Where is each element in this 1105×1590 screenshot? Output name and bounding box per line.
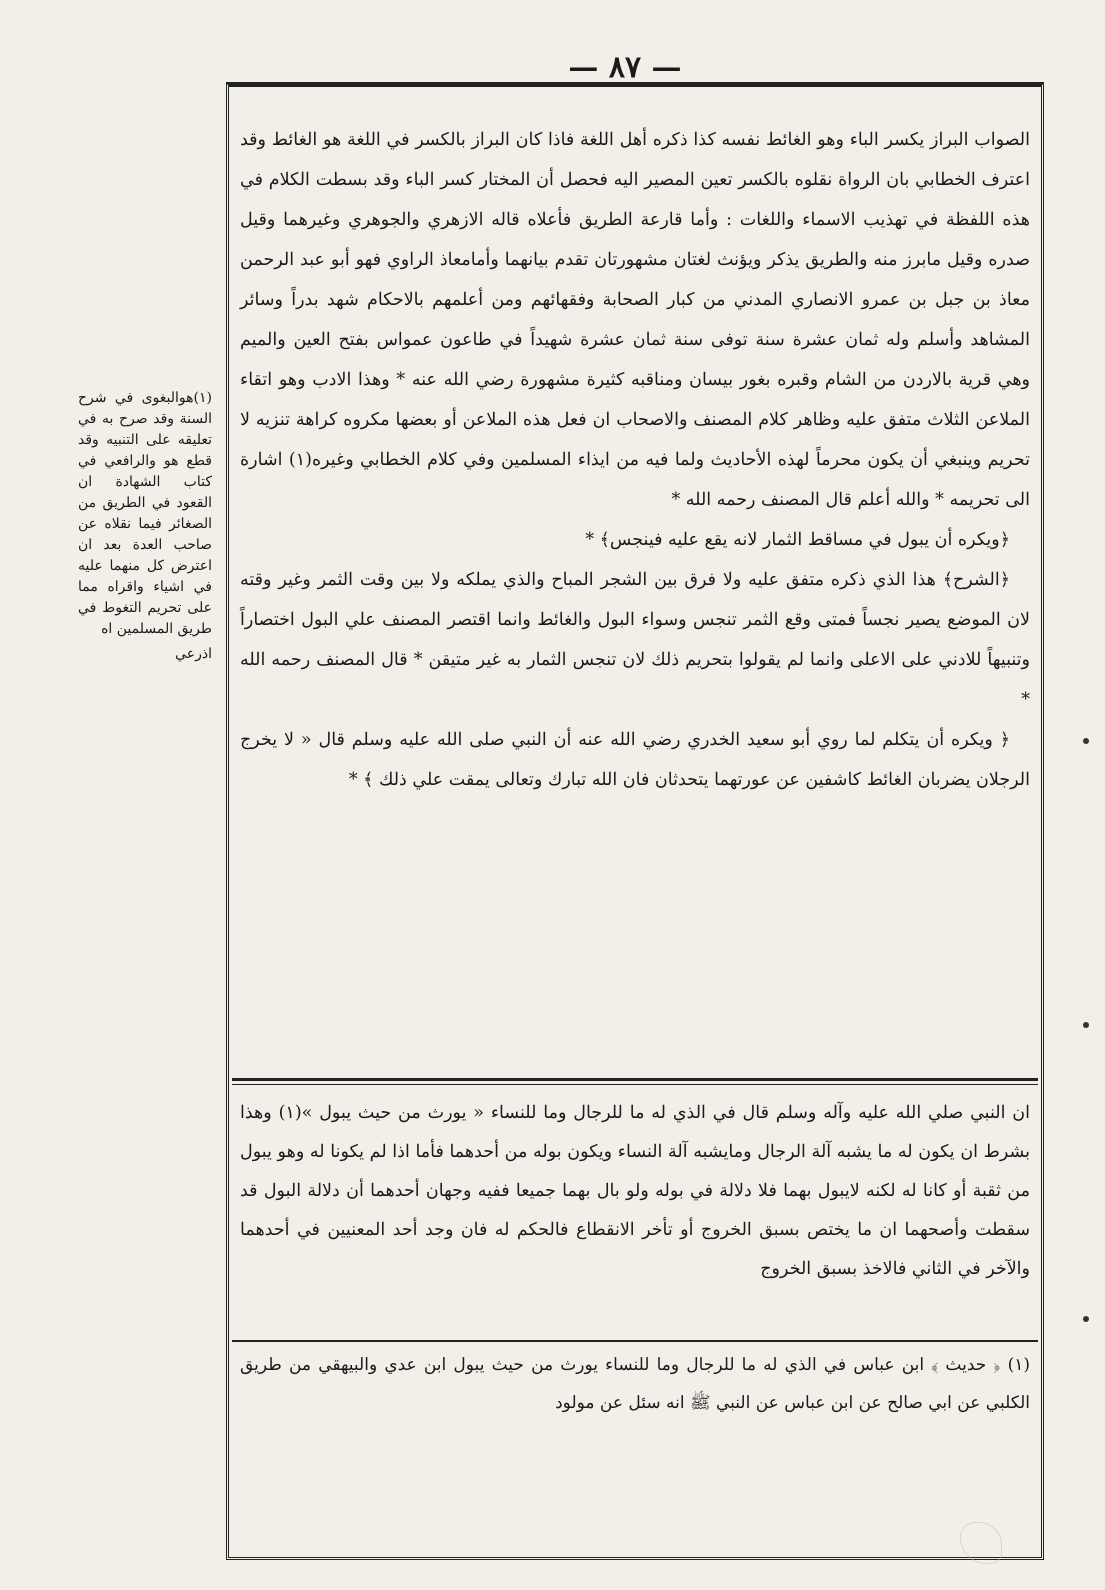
- page-mark: [1083, 1022, 1089, 1028]
- divider: [232, 1078, 1038, 1081]
- footnote: (١) ﴿ حديث ﴾ ابن عباس في الذي له ما للرجال وما للنساء يورث من حيث يبول ابن عدي والبيهقي من طريق الكلبي عن ابي صالح عن ابن عباس عن النبي ﷺ انه سئل عن مولود: [240, 1355, 1030, 1413]
- divider: [232, 1084, 1038, 1085]
- page-number: — ٨٧ —: [568, 50, 682, 85]
- margin-note-text: (١)هوالبغوى في شرح السنة وقد صرح به في تعليقه على التنبيه وقد قطع هو والرافعي في كتاب الشهادة ان القعود في الطريق من الصغائر فيما نقلاه عن صاحب العدة بعد ان اعترض كل منهما عليه في اشياء واقراه مما على تحريم التغوط في طريق المسلمين اه: [78, 390, 212, 637]
- paragraph: ﴿الشرح﴾ هذا الذي ذكره متفق عليه ولا فرق بين الشجر المباح والذي يملكه ولا بين وقت الثمر وغير وقته لان الموضع يصير نجساً فمتى وقع الثمر تنجس وسواء البول والغائط وانما اقتصر المصنف علي البول اختصاراً وتنبيهاً للادني على الاعلى وانما لم يقولوا بتحريم ذلك لان تنجس الثمار به غير متيقن * قال المصنف رحمه الله *: [240, 570, 1030, 710]
- continuation-commentary: ان النبي صلي الله عليه وآله وسلم قال في الذي له ما للرجال وما للنساء « يورث من حيث يبول »(١) وهذا بشرط ان يكون له ما يشبه آلة الرجال ومايشبه آلة النساء ويكون بوله من أحدهما فأما اذا لم يكونا له وهو يبول من ثقبة أو كانا له لكنه لايبول بهما فلا دلالة في بوله ولو بال بهما جميعا ففيه وجهان أحدهما أن دلالة البول قد سقطت وأصحهما ان ما يختص بسبق الخروج أو تأخر الانقطاع فالحكم له فان وجد أحد المعنيين في أحدهما والآخر في الثاني فالاخذ بسبق الخروج: [240, 1103, 1030, 1279]
- margin-note-signature: اذرعي: [175, 646, 212, 662]
- main-text-block: [240, 120, 1030, 800]
- page-mark: [1083, 1316, 1089, 1322]
- margin-note: [78, 388, 212, 665]
- footnote-divider: [232, 1340, 1038, 1342]
- paragraph: ﴿ويكره أن يبول في مساقط الثمار لانه يقع عليه فينجس﴾ *: [585, 530, 1010, 550]
- paragraph: ﴿ ويكره أن يتكلم لما روي أبو سعيد الخدري رضي الله عنه أن النبي صلى الله عليه وسلم قال « لا يخرج الرجلان يضربان الغائط كاشفين عن عورتهما يتحدثان فان الله تبارك وتعالى يمقت علي ذلك ﴾ *: [240, 730, 1030, 790]
- paragraph: الصواب البراز يكسر الباء وهو الغائط نفسه كذا ذكره أهل اللغة فاذا كان البراز بالكسر في اللغة هو الغائط وقد اعترف الخطابي بان الرواة نقلوه بالكسر تعين المصير اليه فحصل أن المختار كسر الباء وقد بسطت الكلام في هذه اللفظة في تهذيب الاسماء واللغات : وأما قارعة الطريق فأعلاه قاله الازهري والجوهري وغيرهما وقيل صدره وقيل مابرز منه والطريق يذكر ويؤنث لغتان مشهورتان تقدم بيانهما وأمامعاذ الراوي فهو أبو عبد الرحمن معاذ بن جبل بن عمرو الانصاري المدني من كبار الصحابة وفقهائهم ومن أعلمهم بالاحكام شهد بدراً وسائر المشاهد وأسلم وله ثمان عشرة سنة توفى سنة ثمان عشرة شهيداً في طاعون عمواس بفتح العين والميم وهي قرية بالاردن من الشام وقبره بغور بيسان ومناقبه كثيرة مشهورة رضي الله عنه * وهذا الادب وهو اتقاء الملاعن الثلاث متفق عليه وظاهر كلام المصنف والاصحاب ان فعل هذه الملاعن أو بعضها مكروه كراهة تنزيه لا تحريم وينبغي أن يكون محرماً لهذه الأحاديث ولما فيه من ايذاء المسلمين وفي كلام الخطابي وغيره(١) اشارة الى تحريمه * والله أعلم قال المصنف رحمه الله *: [240, 130, 1030, 510]
- page-mark: [1083, 738, 1089, 744]
